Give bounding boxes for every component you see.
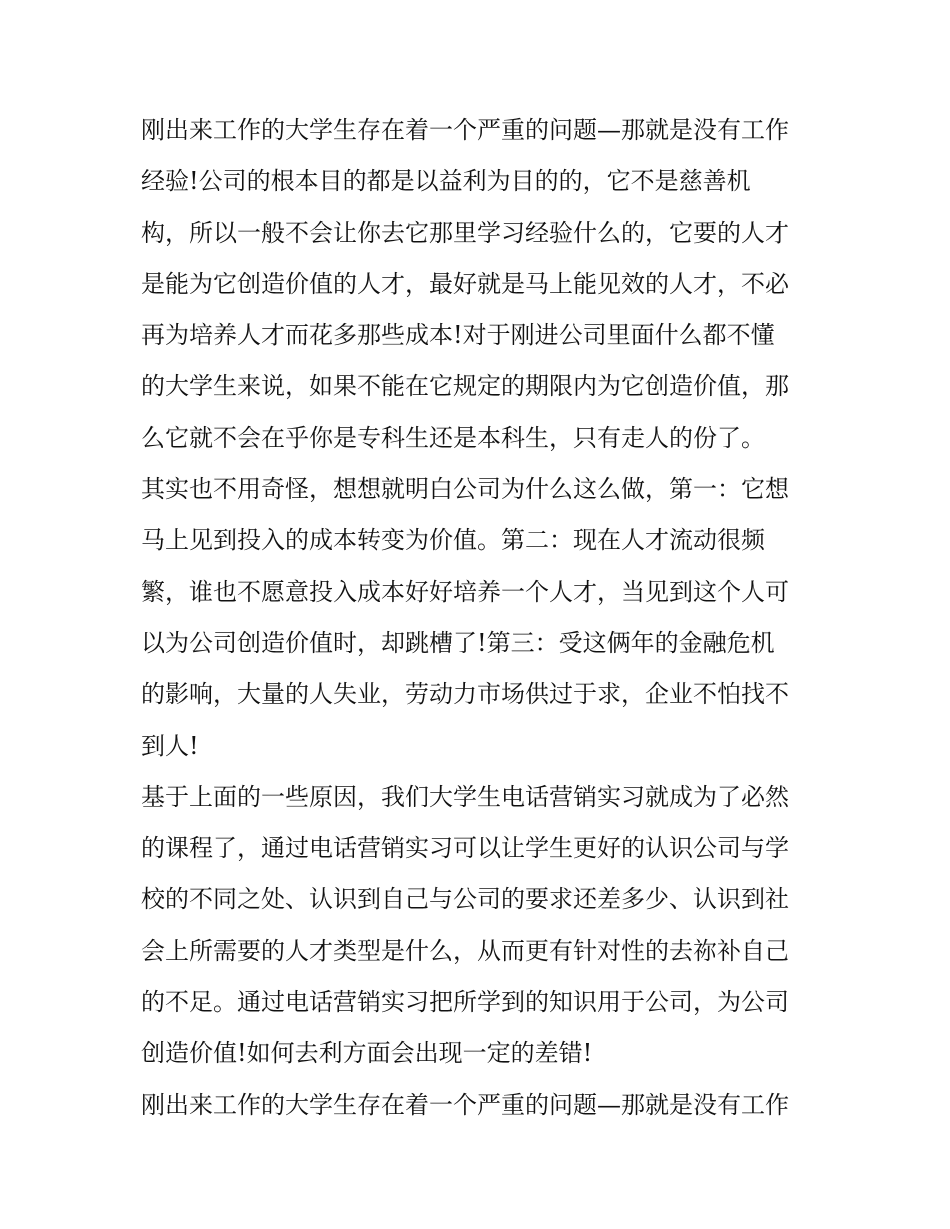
text-line: 的大学生来说，如果不能在它规定的期限内为它创造价值，那 bbox=[141, 372, 789, 401]
text-line: 再为培养人才而花多那些成本!对于刚进公司里面什么都不懂 bbox=[141, 321, 775, 350]
text-line: 经验!公司的根本目的都是以益利为目的的，它不是慈善机 bbox=[141, 167, 751, 196]
text-line: 会上所需要的人才类型是什么，从而更有针对性的去祢补自己 bbox=[141, 936, 789, 965]
text-line: 校的不同之处、认识到自己与公司的要求还差多少、认识到社 bbox=[141, 885, 789, 914]
text-line: 繁，谁也不愿意投入成本好好培养一个人才，当见到这个人可 bbox=[141, 577, 789, 606]
text-line: 基于上面的一些原因，我们大学生电话营销实习就成为了必然 bbox=[141, 782, 789, 811]
text-line: 创造价值!如何去利方面会出现一定的差错! bbox=[141, 1039, 593, 1068]
text-line: 其实也不用奇怪，想想就明白公司为什么这么做，第一：它想 bbox=[141, 475, 789, 504]
text-line: 马上见到投入的成本转变为价值。第二：现在人才流动很频 bbox=[141, 526, 765, 555]
text-line: 的课程了，通过电话营销实习可以让学生更好的认识公司与学 bbox=[141, 834, 789, 863]
text-line: 么它就不会在乎你是专科生还是本科生，只有走人的份了。 bbox=[141, 423, 765, 452]
text-line: 的不足。通过电话营销实习把所学到的知识用于公司，为公司 bbox=[141, 988, 789, 1017]
document-body bbox=[141, 105, 821, 1131]
text-line: 到人! bbox=[141, 731, 199, 760]
text-line: 刚出来工作的大学生存在着一个严重的问题—那就是没有工作 bbox=[141, 116, 789, 144]
text-line: 是能为它创造价值的人才，最好就是马上能见效的人才，不必 bbox=[141, 269, 789, 298]
text-line: 以为公司创造价值时，却跳槽了!第三：受这俩年的金融危机 bbox=[141, 628, 775, 657]
text-line: 刚出来工作的大学生存在着一个严重的问题—那就是没有工作 bbox=[141, 1090, 789, 1119]
text-line: 的影响，大量的人失业，劳动力市场供过于求，企业不怕找不 bbox=[141, 680, 789, 709]
text-line: 构，所以一般不会让你去它那里学习经验什么的，它要的人才 bbox=[141, 218, 789, 247]
